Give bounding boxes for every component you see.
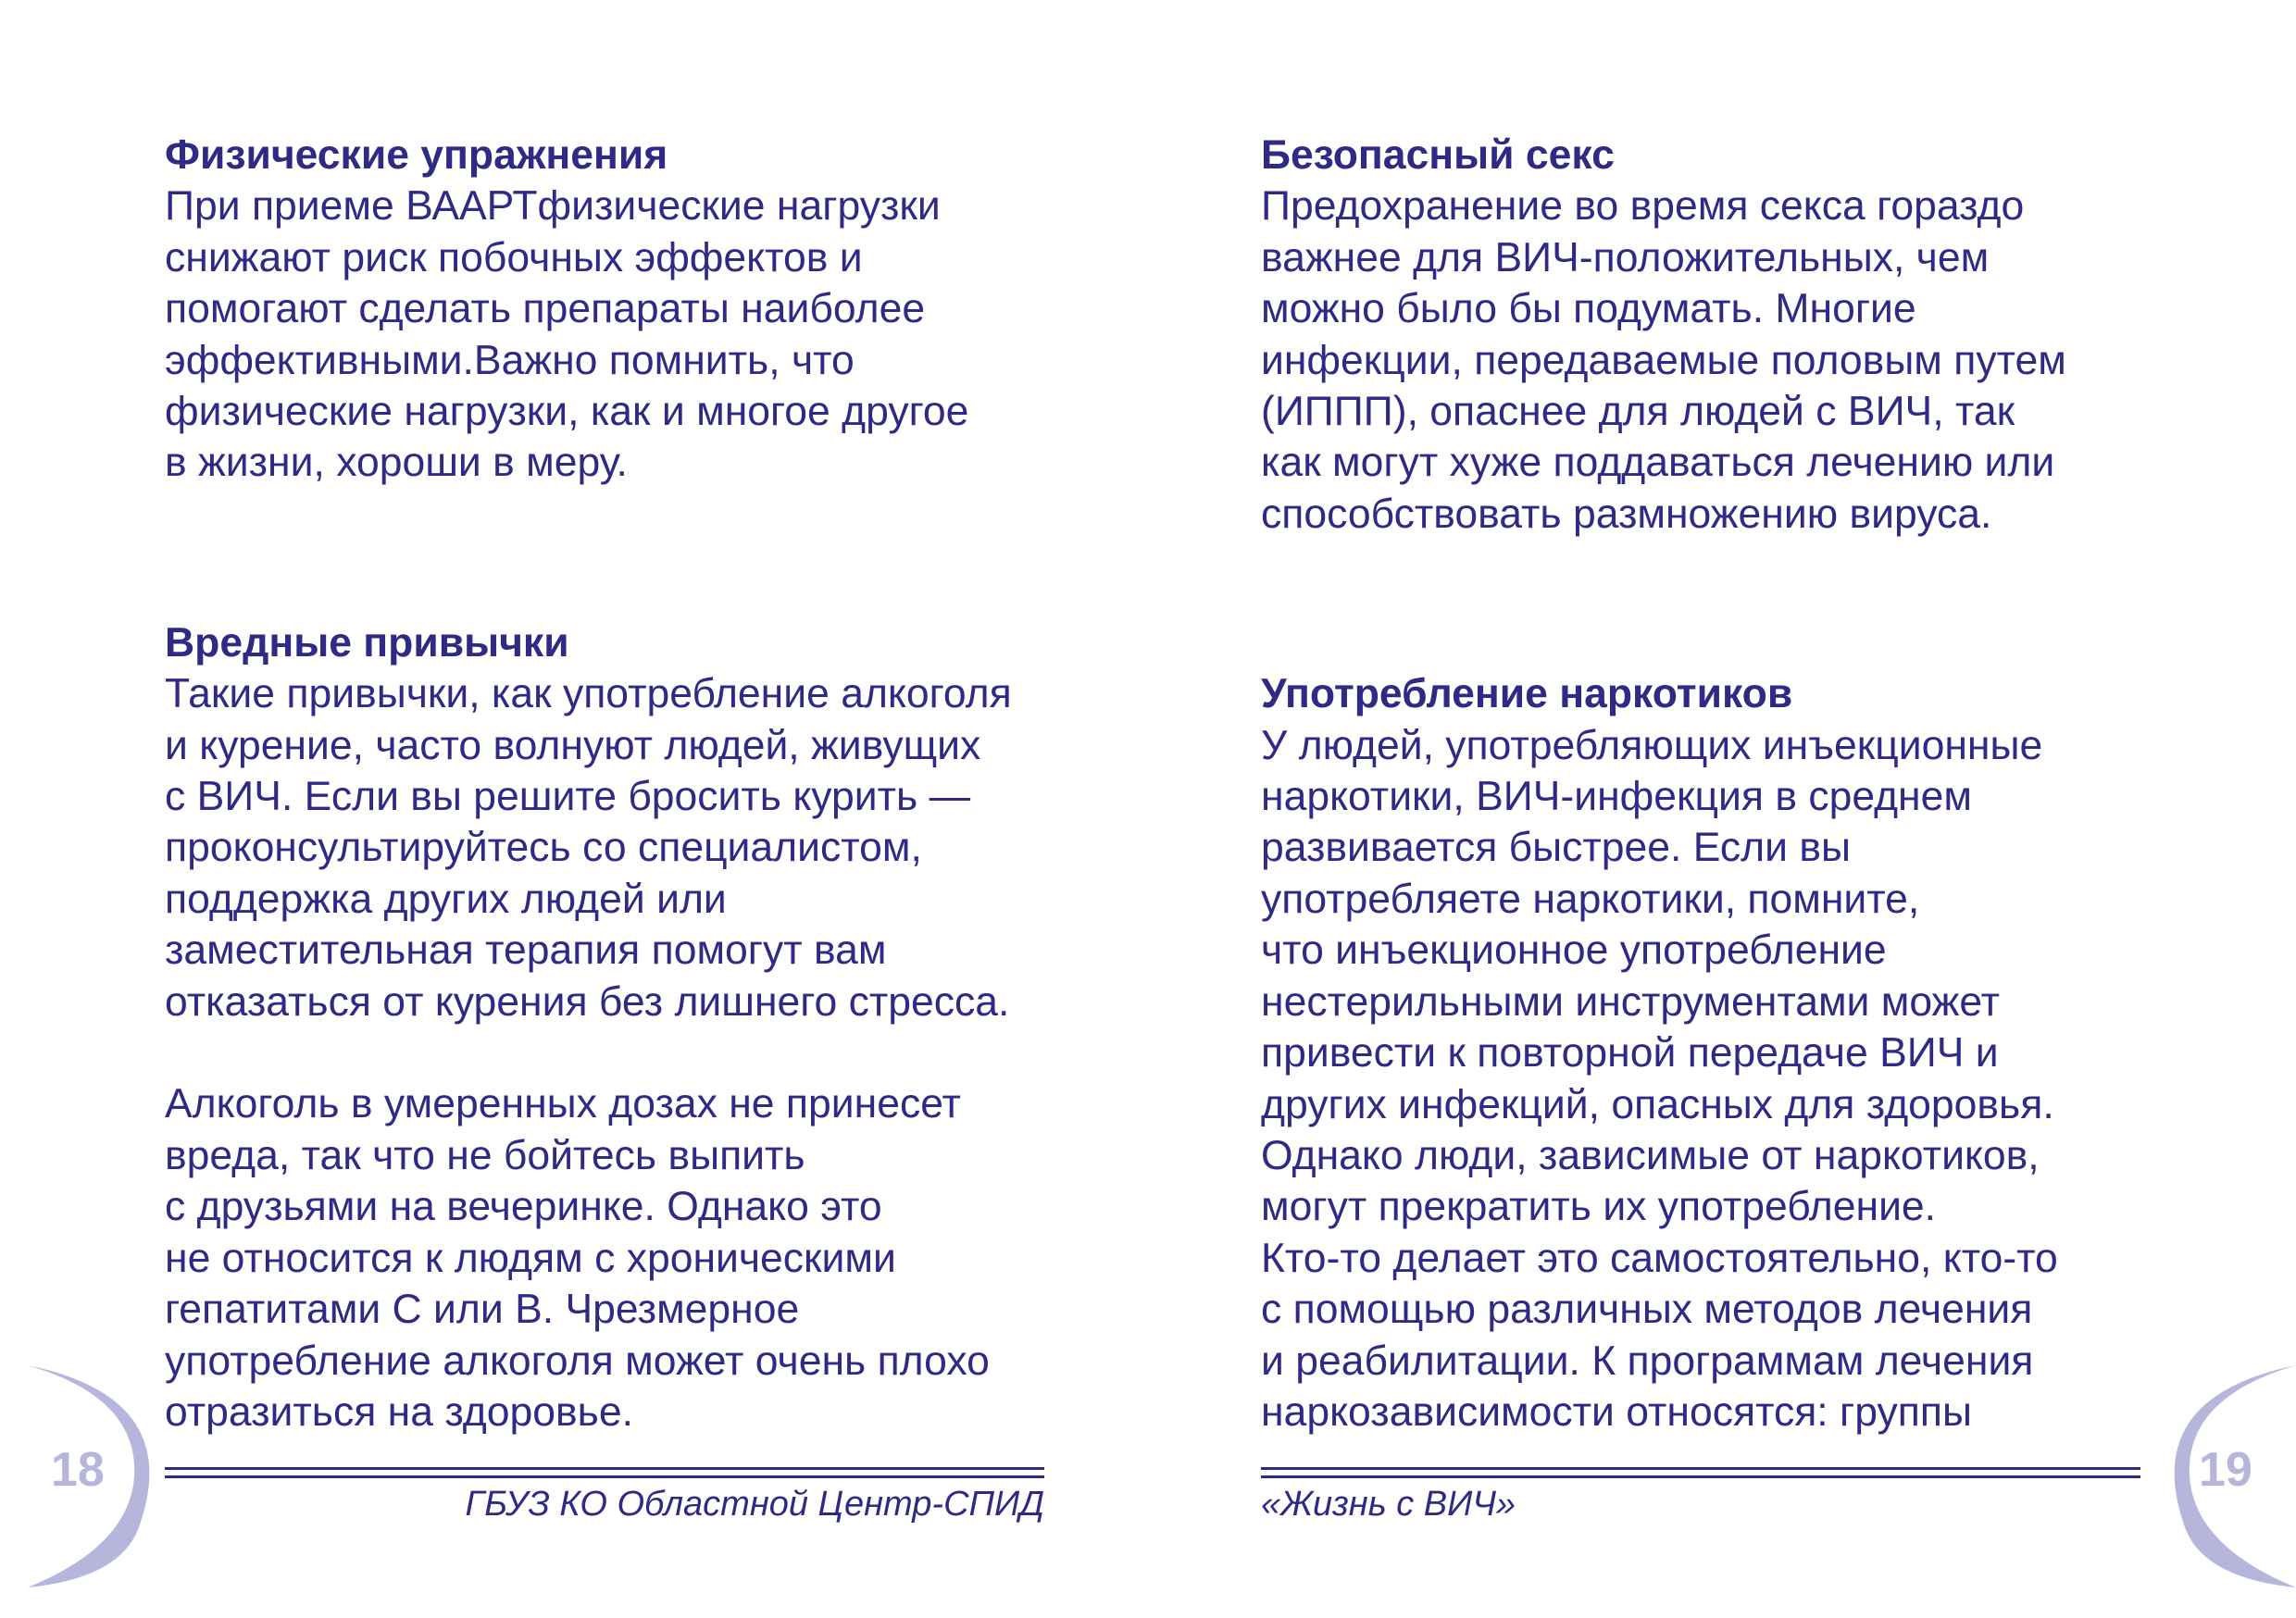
- paragraph-line: и реабилитации. К программам лечения: [1261, 1338, 2034, 1384]
- section-bad-habits: [165, 617, 1091, 1438]
- section-heading: Употребление наркотиков: [1261, 671, 1793, 717]
- paragraph-line: наркозависимости относятся: группы: [1261, 1388, 1972, 1435]
- paragraph-line: употребляете наркотики, помните,: [1261, 876, 1920, 922]
- paragraph-line: Однако люди, зависимые от наркотиков,: [1261, 1132, 2040, 1178]
- section-safe-sex: [1261, 130, 2187, 540]
- footer-organization: ГБУЗ КО Областной Центр-СПИД: [465, 1485, 1044, 1524]
- paragraph-line: с ВИЧ. Если вы решите бросить курить —: [165, 774, 971, 820]
- paragraph-line: снижают риск побочных эффектов и: [165, 234, 863, 280]
- paragraph-line: развивается быстрее. Если вы: [1261, 825, 1851, 871]
- paragraph-line: Предохранение во время секса гораздо: [1261, 183, 2025, 230]
- paragraph-line: употребление алкоголя может очень плохо: [165, 1338, 990, 1384]
- paragraph-line: способствовать размножению вируса.: [1261, 491, 1992, 537]
- paragraph-line: эффективными.Важно помнить, что: [165, 337, 855, 383]
- paragraph-line: поддержка других людей или: [165, 876, 727, 922]
- paragraph-line: гепатитами С или В. Чрезмерное: [165, 1287, 800, 1333]
- paragraph-line: проконсультируйтесь со специалистом,: [165, 825, 922, 871]
- paragraph-line: (ИППП), опаснее для людей с ВИЧ, так: [1261, 389, 2015, 435]
- paragraph-line: что инъекционное употребление: [1261, 927, 1887, 974]
- paragraph-line: можно было бы подумать. Многие: [1261, 286, 1916, 332]
- paragraph-line: Кто-то делает это самостоятельно, кто-то: [1261, 1235, 2058, 1281]
- paragraph-line: важнее для ВИЧ-положительных, чем: [1261, 234, 1990, 280]
- paragraph-line: в жизни, хороши в меру.: [165, 440, 628, 486]
- page-number-right: 19: [2199, 1443, 2252, 1497]
- footer-rule-left-bottom: [165, 1475, 1044, 1478]
- paragraph-line: с помощью различных методов лечения: [1261, 1287, 2033, 1333]
- paragraph-line: физические нагрузки, как и многое другое: [165, 389, 969, 435]
- paragraph-line: инфекции, передаваемые половым путем: [1261, 337, 2066, 383]
- paragraph-line: Такие привычки, как употребление алкоголя: [165, 671, 1012, 717]
- footer-publication-title: «Жизнь с ВИЧ»: [1261, 1485, 1516, 1524]
- paragraph-line: привести к повторной передаче ВИЧ и: [1261, 1030, 1999, 1077]
- paragraph-line: с друзьями на вечеринке. Однако это: [165, 1184, 882, 1230]
- footer-rule-right-bottom: [1261, 1475, 2140, 1478]
- paragraph-line: вреда, так что не бойтесь выпить: [165, 1132, 805, 1178]
- section-physical-exercise: [165, 130, 1091, 489]
- page-number-left: 18: [51, 1443, 105, 1497]
- paragraph-line: помогают сделать препараты наиболее: [165, 286, 926, 332]
- paragraph-line: При приеме ВААРТфизические нагрузки: [165, 183, 941, 230]
- section-heading: Физические упражнения: [165, 132, 668, 178]
- paragraph-line: и курение, часто волнуют людей, живущих: [165, 722, 981, 768]
- paragraph-line: Алкоголь в умеренных дозах не принесет: [165, 1081, 961, 1127]
- paragraph-line: других инфекций, опасных для здоровья.: [1261, 1081, 2054, 1127]
- paragraph-line: нестерильными инструментами может: [1261, 978, 2001, 1025]
- left-page-content: [165, 130, 1091, 1438]
- section-heading: Безопасный секс: [1261, 132, 1615, 178]
- right-page-content: [1261, 130, 2187, 1438]
- paragraph-line: отразиться на здоровье.: [165, 1388, 633, 1435]
- paragraph-line: У людей, употребляющих инъекционные: [1261, 722, 2043, 768]
- section-drug-use: [1261, 668, 2187, 1438]
- paragraph-line: заместительная терапия помогут вам: [165, 927, 887, 974]
- paragraph-line: как могут хуже поддаваться лечению или: [1261, 440, 2055, 486]
- paragraph-line: наркотики, ВИЧ-инфекция в среднем: [1261, 774, 1972, 820]
- paragraph-line: не относится к людям с хроническими: [165, 1235, 896, 1281]
- footer-rule-right-top: [1261, 1467, 2140, 1470]
- paragraph-line: могут прекратить их употребление.: [1261, 1184, 1937, 1230]
- section-heading: Вредные привычки: [165, 619, 569, 666]
- paragraph-line: отказаться от курения без лишнего стресса.: [165, 978, 1010, 1025]
- footer-rule-left-top: [165, 1467, 1044, 1470]
